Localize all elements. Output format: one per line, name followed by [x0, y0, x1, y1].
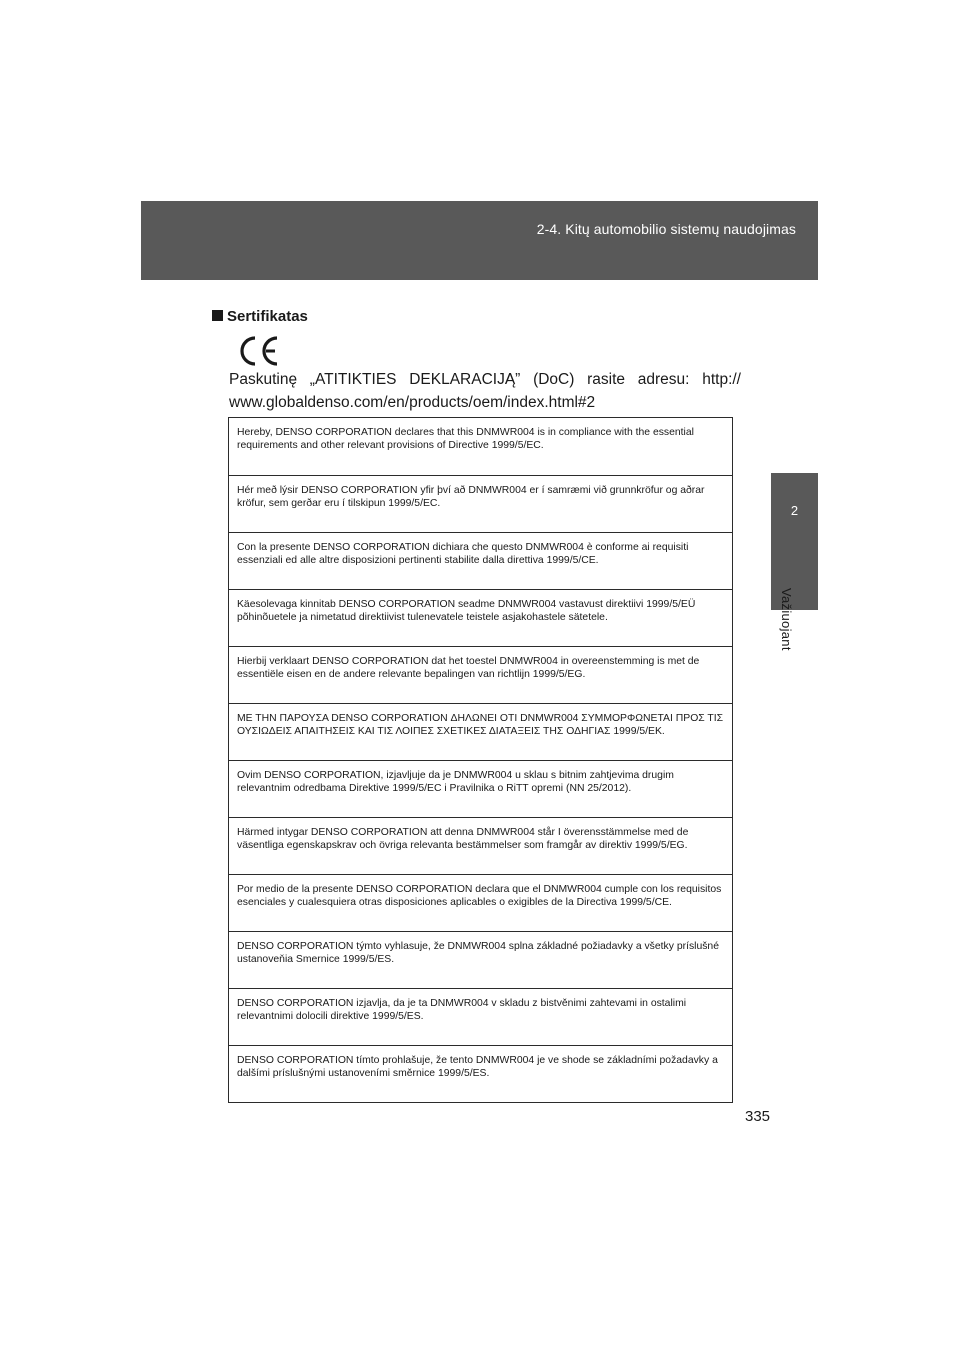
declaration-row-it: Con la presente DENSO CORPORATION dichiara che questo DNMWR004 è conforme ai requisiti essenziali ed alle altre disposizioni pertinenti stabilite dalla direttiva 1999/5/CE. — [229, 532, 732, 589]
chapter-side-label: Važiuojant — [779, 588, 794, 651]
declaration-row-is: Hér með lýsir DENSO CORPORATION yfir því að DNMWR004 er í samræmi við grunnkröfur og aðrar kröfur, sem gerðar eru í tilskipun 1999/5/EC. — [229, 475, 732, 532]
declaration-row-hr: Ovim DENSO CORPORATION, izjavljuje da je DNMWR004 u sklau s bitnim zahtjevima drugim relevantnim odredbama Direktive 1999/5/EC i Pravilnika o RiTT opremi (NN 25/2012). — [229, 760, 732, 817]
intro-paragraph — [229, 368, 741, 414]
declaration-row-sl: DENSO CORPORATION izjavlja, da je ta DNMWR004 v skladu z bistvěnimi zahtevami in ostalimi relevantnimi dolocili direktive 1999/5/ES. — [229, 988, 732, 1045]
chapter-number: 2 — [790, 503, 799, 518]
intro-line-1: Paskutinę „ATITIKTIES DEKLARACIJĄ” (DoC) rasite adresu: http:// — [229, 371, 741, 388]
declaration-row-el: ΜΕ ΤΗΝ ΠΑΡΟΥΣΑ DENSO CORPORATION ΔΗΛΩΝΕΙ ΟΤΙ DNMWR004 ΣΥΜΜΟΡΦΩΝΕΤΑΙ ΠΡΟΣ ΤΙΣ ΟΥΣΙΩΔΕΙΣ ΑΠΑΙΤΗΣΕΙΣ ΚΑΙ ΤΙΣ ΛΟΙΠΕΣ ΣΧΕΤΙΚΕΣ ΔΙΑΤΑΞΕΙΣ ΤΗΣ ΟΔΗΓΙΑΣ 1999/5/ΕΚ. — [229, 703, 732, 760]
declaration-row-nl: Hierbij verklaart DENSO CORPORATION dat het toestel DNMWR004 in overeenstemming is met de essentiële eisen en de andere relevante bepalingen van richtlijn 1999/5/EG. — [229, 646, 732, 703]
chapter-header-band — [141, 201, 818, 280]
page-number: 335 — [745, 1108, 771, 1125]
declaration-row-sv: Härmed intygar DENSO CORPORATION att denna DNMWR004 står I överensstämmelse med de väsentliga egenskapskrav och övriga relevanta bestämmelser som framgår av direktiv 1999/5/EG. — [229, 817, 732, 874]
ce-mark-icon — [236, 334, 280, 368]
square-bullet-icon — [212, 310, 223, 321]
intro-url-link[interactable]: www.globaldenso.com/en/products/oem/index.html#2 — [229, 394, 596, 411]
chapter-title: 2-4. Kitų automobilio sistemų naudojimas — [536, 221, 796, 237]
declaration-row-et: Käesolevaga kinnitab DENSO CORPORATION seadme DNMWR004 vastavust direktiivi 1999/5/EÜ põhinõuetele ja nimetatud direktiivist tulenevatele teistele asjakohastele sätetele. — [229, 589, 732, 646]
declaration-table — [228, 417, 733, 1103]
declaration-row-en: Hereby, DENSO CORPORATION declares that this DNMWR004 is in compliance with the essential requirements and other relevant provisions of Directive 1999/5/EC. — [237, 427, 694, 452]
declaration-row-es: Por medio de la presente DENSO CORPORATION declara que el DNMWR004 cumple con los requisitos esenciales y cualesquiera otras disposiciones aplicables o exigibles de la Directiva 1999/5/CE. — [229, 874, 732, 931]
section-heading — [212, 308, 308, 325]
declaration-row-cs: DENSO CORPORATION tímto prohlašuje, že tento DNMWR004 je ve shode se základními požadavky a dalšími príslušnými ustanoveními směrnice 1999/5/ES. — [229, 1045, 732, 1102]
section-heading-text: Sertifikatas — [227, 308, 308, 325]
declaration-row-sk: DENSO CORPORATION týmto vyhlasuje, že DNMWR004 splna základné požiadavky a všetky príslušné ustanoveňia Smernice 1999/5/ES. — [229, 931, 732, 988]
